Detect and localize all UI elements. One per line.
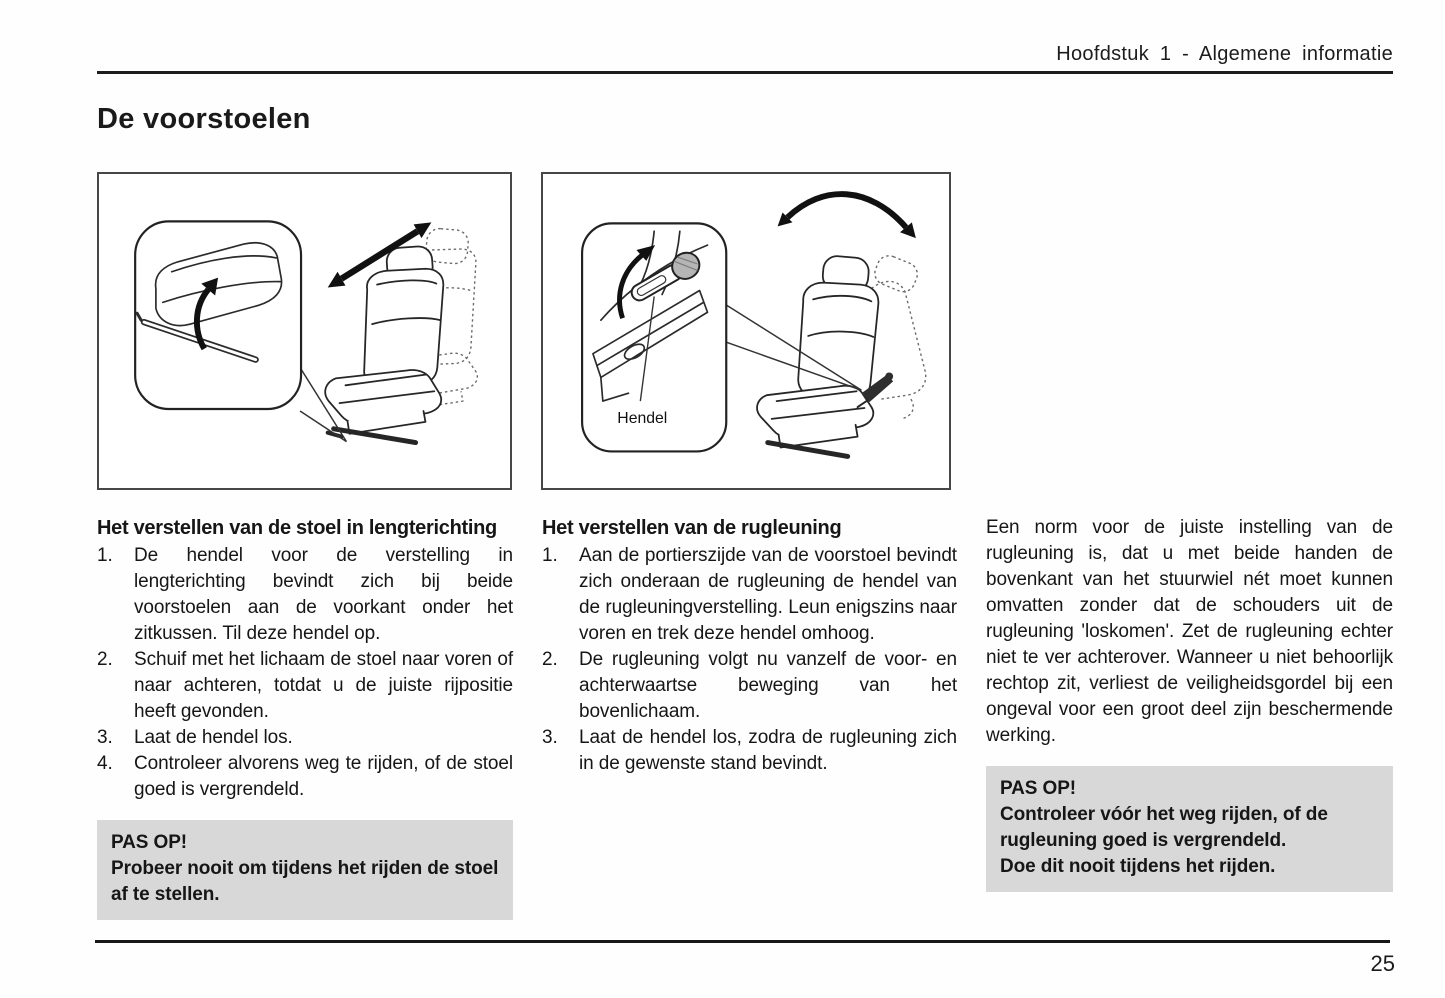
- seat-outline: [757, 255, 878, 456]
- list-item-text: Schuif met het lichaam de stoel naar voren of naar achteren, totdat u de juiste rijpositie heeft gevonden.: [134, 649, 513, 722]
- list-item-number: 2.: [542, 649, 558, 670]
- list-item-number: 1.: [542, 545, 558, 566]
- list-item-number: 4.: [97, 753, 113, 774]
- list-item-number: 1.: [97, 545, 113, 566]
- section-heading: Het verstellen van de stoel in lengterichting: [97, 517, 497, 539]
- figure-seat-slide: [97, 172, 512, 490]
- list-item-text: Aan de portierszijde van de voorstoel bevindt zich onderaan de rugleuning de hendel van de rugleuningverstelling. Leun enigszins naar voren en trek deze hendel omhoog.: [579, 545, 957, 644]
- list-item: [542, 647, 957, 725]
- list-item-text: De hendel voor de verstelling in lengterichting bevindt zich bij beide voorstoelen aan de voorkant onder het zitkussen. Til deze hendel op.: [134, 545, 513, 644]
- footer-rule: [95, 940, 1390, 943]
- seat-recline-drawing: [543, 174, 949, 488]
- norm-paragraph: Een norm voor de juiste instelling van de rugleuning is, dat u met beide handen de bovenkant van het stuurwiel nét moet kunnen omvatten zonder dat de schouders uit de rugleuning 'loskomen'. Zet de rugleuning echter niet te ver achterover. Wanneer u niet behoorlijk rechtop zit, verliest de veiligheidsgordel bij een ongeval voor een groot deel zijn beschermende werking.: [986, 517, 1393, 746]
- section-heading: Het verstellen van de rugleuning: [542, 517, 842, 539]
- warning-text: Controleer vóór het weg rijden, of de rugleuning goed is vergrendeld.: [1000, 804, 1328, 851]
- content-columns: [97, 515, 1393, 920]
- warning-text: Probeer nooit om tijdens het rijden de stoel af te stellen.: [111, 858, 499, 905]
- list-item: [97, 751, 513, 803]
- list-item-number: 3.: [97, 727, 113, 748]
- chapter-heading: Hoofdstuk 1 - Algemene informatie: [1056, 43, 1393, 65]
- warning-box: [986, 766, 1393, 892]
- list-item-text: De rugleuning volgt nu vanzelf de voor- en achterwaartse beweging van het bovenlichaam.: [579, 649, 957, 722]
- list-item-text: Laat de hendel los, zodra de rugleuning zich in de gewenste stand bevindt.: [579, 727, 957, 774]
- recline-direction-arrow: [778, 194, 916, 238]
- seat-slide-drawing: [99, 174, 510, 488]
- list-item-text: Controleer alvorens weg te rijden, of de stoel goed is vergrendeld.: [134, 753, 513, 800]
- header-rule: [97, 71, 1393, 74]
- warning-text: Doe dit nooit tijdens het rijden.: [1000, 856, 1276, 877]
- warning-title: PAS OP!: [1000, 778, 1077, 799]
- lift-lever-callout: [135, 221, 301, 409]
- warning-title: PAS OP!: [111, 832, 188, 853]
- column-length-adjustment: [97, 515, 513, 920]
- recline-lever-callout: [582, 223, 726, 451]
- list-item: [97, 647, 513, 725]
- hendel-label: Hendel: [617, 409, 668, 427]
- list-item-number: 3.: [542, 727, 558, 748]
- list-item-text: Laat de hendel los.: [134, 727, 293, 748]
- list-item: [97, 725, 513, 751]
- ghost-backrest-outline: [871, 252, 925, 419]
- warning-box: [97, 820, 513, 920]
- recline-lever-knob: [885, 372, 893, 380]
- column-backrest-norm: [986, 515, 1393, 920]
- list-item: [542, 725, 957, 777]
- page-title: De voorstoelen: [97, 103, 311, 136]
- figure-seat-recline: [541, 172, 951, 490]
- list-item-number: 2.: [97, 649, 113, 670]
- list-item: [97, 543, 513, 647]
- list-item: [542, 543, 957, 647]
- page-number: 25: [1370, 951, 1395, 976]
- column-backrest-adjustment: [542, 515, 957, 920]
- figures-row: [97, 172, 951, 490]
